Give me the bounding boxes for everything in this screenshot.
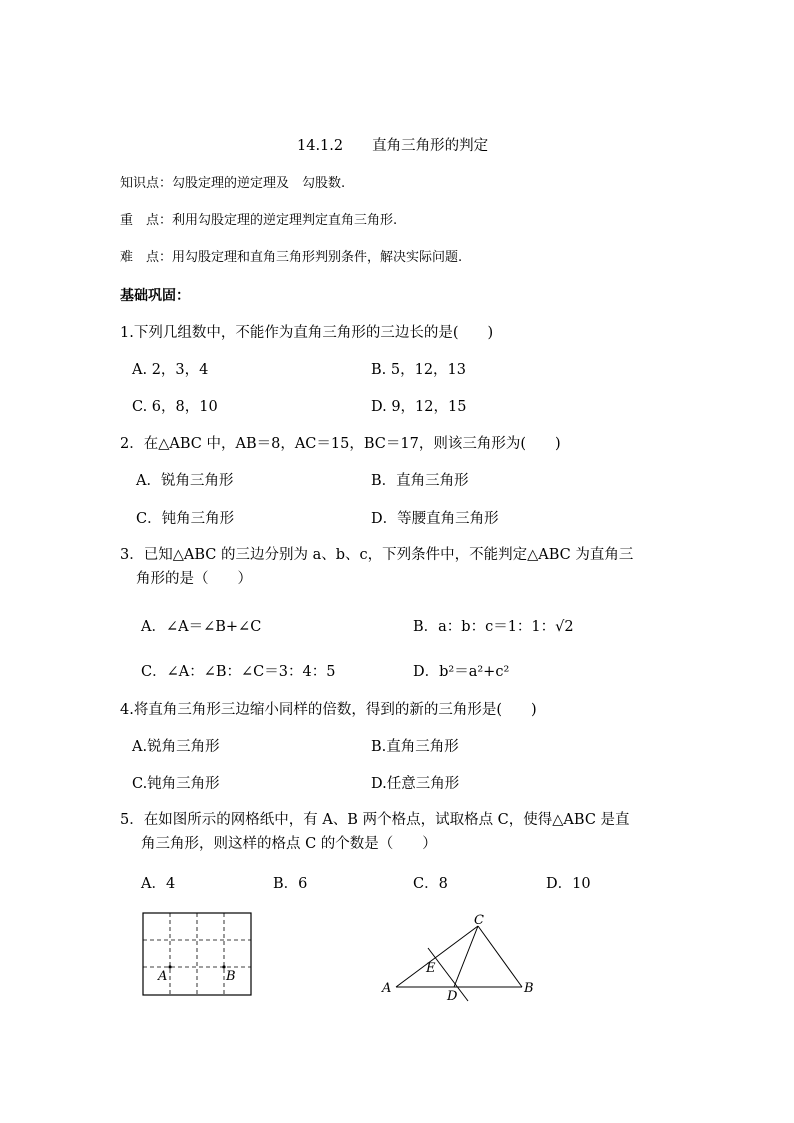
question-1-option-c: C. 6，8，10 xyxy=(132,399,218,415)
question-4-option-b: B.直角三角形 xyxy=(371,739,459,755)
grid-point-a xyxy=(168,965,171,968)
question-3-option-d: D．b²＝a²+c² xyxy=(413,664,510,680)
question-5-option-d: D．10 xyxy=(546,876,591,892)
question-1-stem: 1.下列几组数中，不能作为直角三角形的三边长的是( ) xyxy=(120,325,494,341)
question-4-option-c: C.钝角三角形 xyxy=(132,776,220,792)
grid-label-a: A xyxy=(158,969,168,984)
question-2-stem: 2．在△ABC 中，AB＝8，AC＝15，BC＝17，则该三角形为( ) xyxy=(120,436,561,452)
key-point: 重 点：利用勾股定理的逆定理判定直角三角形. xyxy=(120,213,398,228)
question-3-option-c: C．∠A：∠B：∠C＝3：4：5 xyxy=(141,664,336,680)
question-2-option-d: D．等腰直角三角形 xyxy=(371,511,499,527)
question-1-option-b: B. 5，12，13 xyxy=(371,362,467,378)
question-4-option-a: A.锐角三角形 xyxy=(132,739,220,755)
question-5-stem-line1: 5．在如图所示的网格纸中，有 A、B 两个格点，试取格点 C，使得△ABC 是直 xyxy=(120,812,630,828)
triangle-label-e: E xyxy=(426,961,436,976)
triangle-label-a: A xyxy=(382,981,392,996)
triangle-label-c: C xyxy=(474,913,484,928)
triangle-lines xyxy=(396,926,522,1001)
question-2-option-a: A．锐角三角形 xyxy=(136,473,234,489)
question-1-option-d: D. 9，12，15 xyxy=(371,399,467,415)
knowledge-point: 知识点：勾股定理的逆定理及 勾股数. xyxy=(120,176,346,191)
grid-label-b: B xyxy=(226,969,236,984)
question-2-option-c: C．钝角三角形 xyxy=(136,511,235,527)
question-3-option-a: A．∠A＝∠B+∠C xyxy=(141,619,262,635)
difficulty-point: 难 点：用勾股定理和直角三角形判别条件，解决实际问题. xyxy=(120,250,463,265)
question-5-stem-line2: 角三角形，则这样的格点 C 的个数是（ ） xyxy=(141,836,437,852)
triangle-label-d: D xyxy=(447,989,458,1004)
grid-figure xyxy=(140,910,255,1000)
question-5-option-a: A．4 xyxy=(141,876,176,892)
question-3-stem-line2: 角形的是（ ） xyxy=(136,571,252,587)
section-heading: 基础巩固： xyxy=(120,288,190,304)
triangle-label-b: B xyxy=(524,981,534,996)
question-4-option-d: D.任意三角形 xyxy=(371,776,460,792)
question-3-option-b: B．a：b：c＝1：1：√2 xyxy=(413,619,574,635)
question-5-option-b: B．6 xyxy=(273,876,308,892)
triangle-figure xyxy=(378,910,548,1005)
question-1-option-a: A. 2，3，4 xyxy=(132,362,209,378)
question-3-stem-line1: 3．已知△ABC 的三边分别为 a、b、c，下列条件中，不能判定△ABC 为直角三 xyxy=(120,547,634,563)
question-5-option-c: C．8 xyxy=(413,876,448,892)
page-title: 14.1.2 直角三角形的判定 xyxy=(297,138,489,154)
question-4-stem: 4.将直角三角形三边缩小同样的倍数，得到的新的三角形是( ) xyxy=(120,702,537,718)
question-2-option-b: B．直角三角形 xyxy=(371,473,469,489)
